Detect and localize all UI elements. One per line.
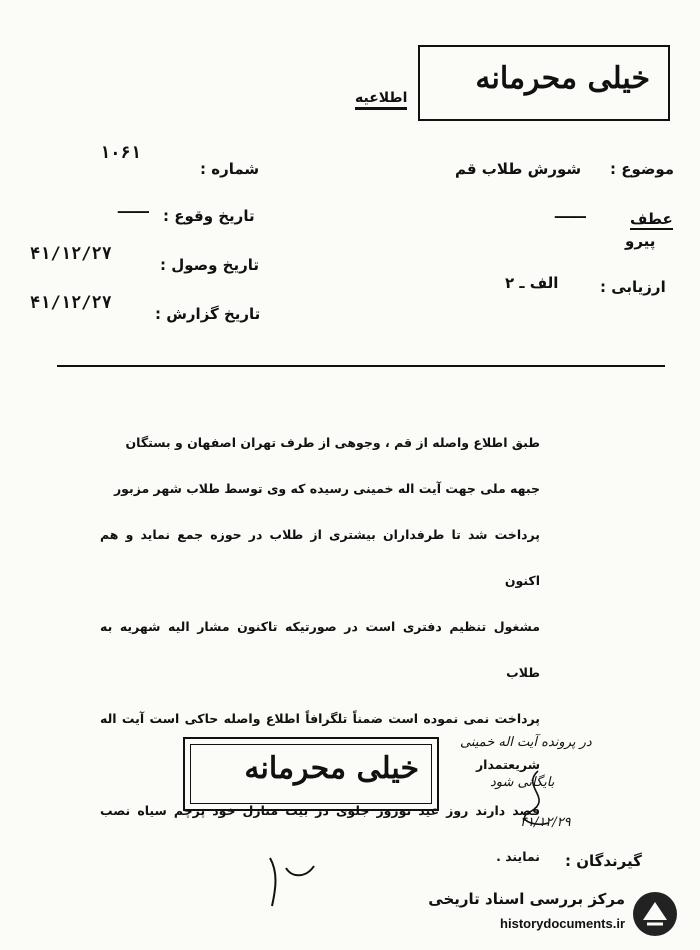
section-divider: [57, 365, 665, 367]
report-date-value: ۴۱/۱۲/۲۷: [30, 293, 112, 313]
occurrence-date-label: تاریخ وقوع :: [163, 207, 255, 225]
body-line: پرداخت نمی نموده است ضمناً تلگرافاً اطلاع واصله حاکی است آیت اله شریعتمدار: [100, 711, 540, 772]
reference-sub-label: پیرو: [625, 232, 656, 250]
archive-watermark: [415, 888, 685, 943]
number-label: شماره :: [200, 160, 260, 178]
classification-stamp-bottom: [183, 737, 439, 811]
number-value: ۱۰۶۱: [100, 143, 141, 163]
occurrence-date-value: ـــ: [118, 198, 149, 218]
body-line: طبق اطلاع واصله از قم ، وجوهی از طرف تهران اصفهان و بستگان: [125, 435, 540, 450]
watermark-title: مرکز بررسی اسناد تاریخی: [428, 890, 625, 908]
stamp-bottom-text: خیلی محرمانه: [244, 751, 419, 786]
stamp-top-text: خیلی محرمانه: [475, 61, 650, 96]
reference-value: ـــ: [555, 203, 586, 223]
receipt-date-label: تاریخ وصول :: [160, 256, 260, 274]
receipt-date-value: ۴۱/۱۲/۲۷: [30, 244, 112, 264]
recipients-label: گیرندگان :: [565, 852, 642, 870]
body-line: قصد دارند روز عید نوروز جلوی در بیت منازل خود پرچم سیاه نصب نمایند .: [100, 803, 540, 864]
body-line: جبهه ملی جهت آیت اله خمینی رسیده که وی توسط طلاب شهر مزبور: [113, 481, 540, 496]
watermark-url: historydocuments.ir: [500, 916, 625, 931]
archive-logo-icon: [631, 890, 679, 938]
report-body: [100, 420, 540, 880]
handwritten-note-archive: بایگانی شود: [490, 775, 555, 790]
evaluation-value: الف ـ ۲: [505, 274, 559, 292]
body-line: پرداخت شد تا طرفداران بیشتری از طلاب در حوزه جمع نماید و هم اکنون: [100, 527, 540, 588]
subject-label: موضوع :: [610, 160, 675, 178]
handwritten-note-file: در پرونده آیت اله خمینی: [460, 735, 592, 750]
document-type-label: اطلاعیه: [355, 90, 407, 110]
subject-value: شورش طلاب قم: [455, 160, 582, 178]
handwritten-initials-mark: [262, 850, 322, 915]
handwritten-note-date: ۴۱/۱۲/۲۹: [520, 815, 571, 830]
handwritten-signature-mark: [508, 765, 568, 835]
classification-stamp-top: [418, 45, 670, 121]
report-date-label: تاریخ گزارش :: [155, 305, 261, 323]
evaluation-label: ارزیابی :: [600, 278, 666, 296]
reference-label: عطف: [630, 210, 673, 228]
body-line: مشغول تنظیم دفتری است در صورتیکه تاکنون مشار الیه شهریه به طلاب: [100, 619, 540, 680]
